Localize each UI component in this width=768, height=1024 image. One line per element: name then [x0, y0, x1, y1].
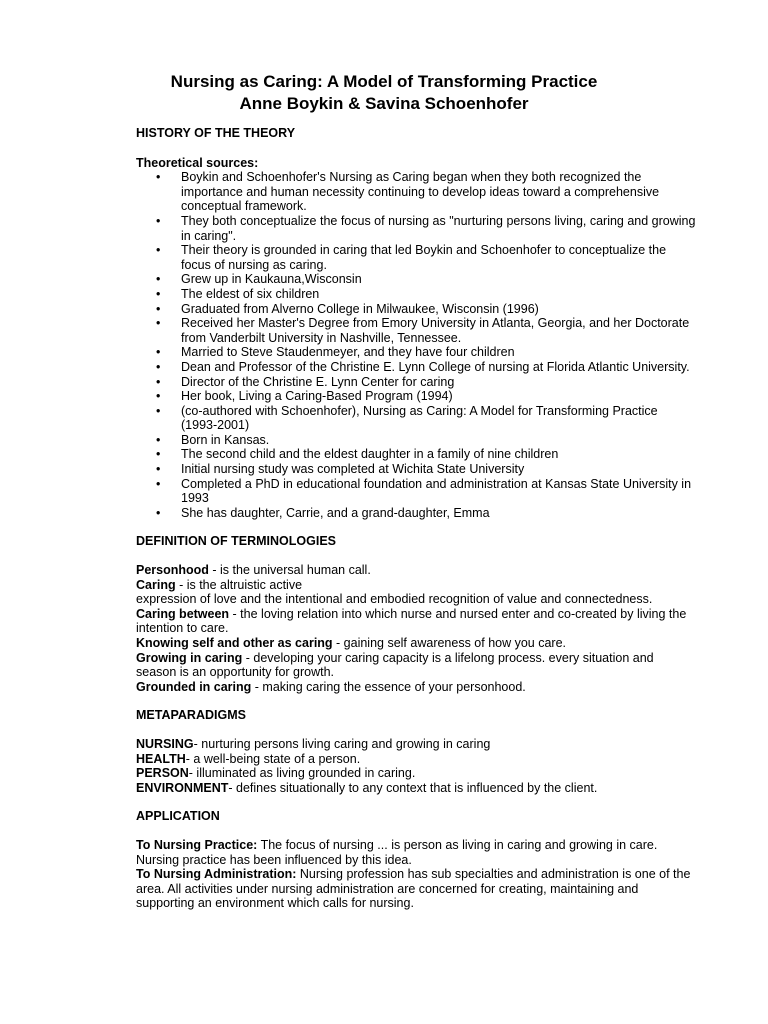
application-entry — [136, 867, 696, 911]
list-item: • Completed a PhD in educational foundation and administration at Kansas State University in 1993 — [136, 477, 696, 506]
list-item: • Born in Kansas. — [136, 433, 696, 448]
definition-term: Grounded in caring — [136, 679, 252, 694]
list-item: • Graduated from Alverno College in Milwaukee, Wisconsin (1996) — [136, 302, 696, 317]
metaparadigm-term: PERSON — [136, 766, 189, 781]
definition-text: - gaining self awareness of how you care. — [332, 636, 567, 650]
metaparadigm-term: NURSING — [136, 736, 194, 751]
metaparadigm-text: - defines situationally to any context that is influenced by the client. — [228, 780, 598, 795]
document-body — [136, 126, 696, 911]
list-item: • Initial nursing study was completed at Wichita State University — [136, 462, 696, 477]
list-item: • Grew up in Kaukauna,Wisconsin — [136, 272, 696, 287]
definition-term: Caring between — [136, 606, 230, 621]
definition-entry — [136, 680, 696, 695]
definition-text: - making caring the essence of your personhood. — [251, 679, 526, 694]
definition-term: Growing in caring — [136, 650, 243, 665]
definition-entry — [136, 636, 696, 651]
section-heading-history: HISTORY OF THE THEORY — [136, 126, 296, 140]
definition-entry — [136, 592, 696, 607]
definition-term: Personhood — [136, 563, 209, 578]
list-item: • Boykin and Schoenhofer's Nursing as Caring began when they both recognized the importance and human necessity continuing to develop ideas toward a comprehensive conceptual framework. — [136, 170, 696, 214]
metaparadigm-entry — [136, 781, 696, 796]
list-item: • Dean and Professor of the Christine E. Lynn College of nursing at Florida Atlantic University. — [136, 360, 696, 375]
application-text: The focus of nursing ... is person as living in caring and growing in care. Nursing practice has been influenced by this idea. — [136, 837, 658, 867]
section-heading-definitions: DEFINITION OF TERMINOLOGIES — [136, 534, 336, 549]
list-item: • Their theory is grounded in caring that led Boykin and Schoenhofer to conceptualize the focus of nursing as caring. — [136, 243, 696, 272]
list-item: • They both conceptualize the focus of nursing as "nurturing persons living, caring and growing in caring". — [136, 214, 696, 243]
metaparadigm-entry — [136, 766, 696, 781]
application-text: Nursing profession has sub specialties and administration is one of the area. All activities under nursing administration are concerned for creating, maintaining and supporting an environment which calls for nursing. — [136, 867, 691, 911]
definition-entry — [136, 578, 696, 593]
document-title — [0, 71, 768, 115]
definition-text: - the loving relation into which nurse and nursed enter and co-created by living the intention to care. — [136, 606, 687, 636]
metaparadigm-text: - illuminated as living grounded in caring. — [188, 766, 416, 781]
application-term: To Nursing Administration: — [136, 867, 297, 882]
title-line-2: Anne Boykin & Savina Schoenhofer — [239, 94, 529, 113]
definition-text: - is the altruistic active — [175, 577, 303, 592]
list-item: • (co-authored with Schoenhofer), Nursing as Caring: A Model for Transforming Practice (1993-2001) — [136, 404, 696, 433]
list-item: • Received her Master's Degree from Emory University in Atlanta, Georgia, and her Doctorate from Vanderbilt University in Nashville, Tennessee. — [136, 316, 696, 345]
definition-text: - is the universal human call. — [208, 563, 371, 578]
definition-entry — [136, 651, 696, 680]
metaparadigm-entry — [136, 737, 696, 752]
metaparadigm-text: - a well-being state of a person. — [185, 751, 361, 766]
definition-text: - developing your caring capacity is a lifelong process. every situation and season is an opportunity for growth. — [136, 650, 654, 680]
history-bullet-list — [136, 170, 696, 520]
metaparadigm-text: - nurturing persons living caring and growing in caring — [193, 736, 491, 751]
definition-entry — [136, 563, 696, 578]
application-term: To Nursing Practice: — [136, 837, 258, 852]
list-item: • She has daughter, Carrie, and a grand-daughter, Emma — [136, 506, 696, 521]
metaparadigm-term: HEALTH — [136, 751, 186, 766]
list-item: • Married to Steve Staudenmeyer, and they have four children — [136, 345, 696, 360]
application-entry — [136, 838, 696, 867]
list-item: • The second child and the eldest daughter in a family of nine children — [136, 447, 696, 462]
definition-term: Caring — [136, 577, 176, 592]
definition-entry — [136, 607, 696, 636]
list-item: • Her book, Living a Caring-Based Program (1994) — [136, 389, 696, 404]
subheading-theoretical-sources: Theoretical sources: — [136, 155, 259, 170]
list-item: • The eldest of six children — [136, 287, 696, 302]
definition-term: Knowing self and other as caring — [136, 636, 333, 650]
section-heading-metaparadigms: METAPARADIGMS — [136, 708, 246, 723]
section-heading-application: APPLICATION — [136, 809, 220, 824]
metaparadigm-term: ENVIRONMENT — [136, 780, 229, 795]
metaparadigm-entry — [136, 752, 696, 767]
title-line-1: Nursing as Caring: A Model of Transforming Practice — [170, 72, 598, 91]
list-item: • Director of the Christine E. Lynn Center for caring — [136, 375, 696, 390]
definition-text: expression of love and the intentional and embodied recognition of value and connectedness. — [136, 592, 653, 607]
